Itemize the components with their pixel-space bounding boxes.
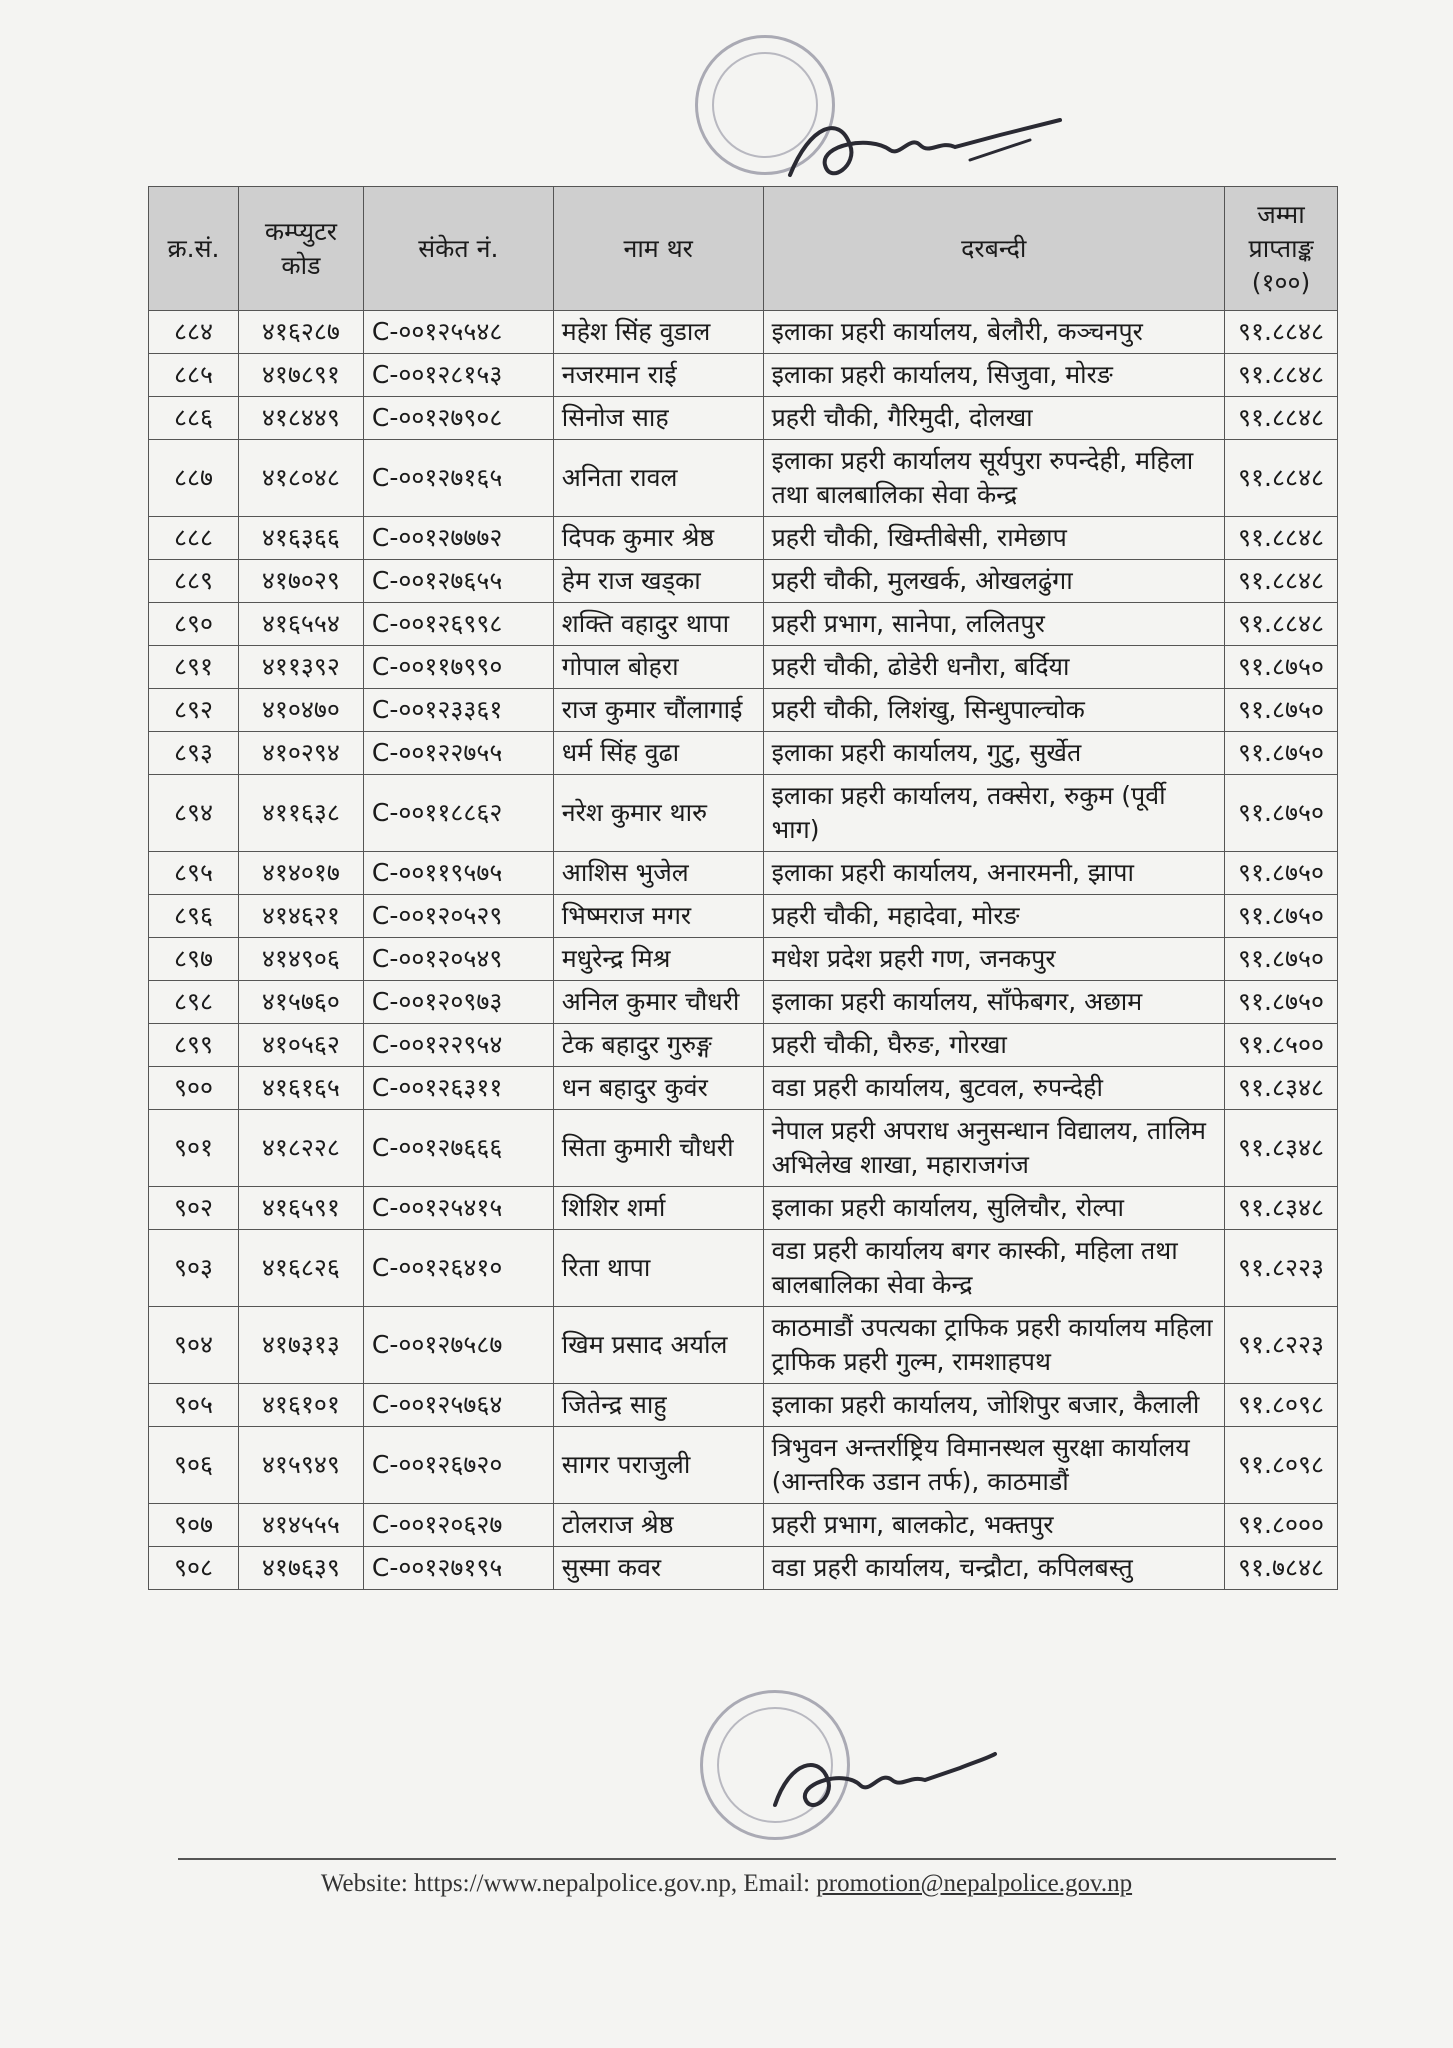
computer-code-cell: ४१६८२६ bbox=[238, 1230, 363, 1307]
score-cell: ९१.८८४८ bbox=[1224, 354, 1337, 397]
score-cell: ९१.८३४८ bbox=[1224, 1187, 1337, 1230]
score-cell: ९१.८७५० bbox=[1224, 732, 1337, 775]
score-cell: ९१.८७५० bbox=[1224, 775, 1337, 852]
name-cell: हेम राज खड्का bbox=[553, 560, 763, 603]
score-cell: ९१.८७५० bbox=[1224, 646, 1337, 689]
serial-cell: ८९६ bbox=[149, 895, 239, 938]
serial-cell: ८८६ bbox=[149, 397, 239, 440]
symbol-no-cell: C-००१२६९९८ bbox=[363, 603, 553, 646]
name-cell: आशिस भुजेल bbox=[553, 852, 763, 895]
symbol-no-cell: C-००१२७७७२ bbox=[363, 517, 553, 560]
symbol-no-cell: C-००१२०५२९ bbox=[363, 895, 553, 938]
name-cell: रिता थापा bbox=[553, 1230, 763, 1307]
posting-cell: प्रहरी प्रभाग, सानेपा, ललितपुर bbox=[763, 603, 1224, 646]
table-row bbox=[149, 1187, 1338, 1230]
score-cell: ९१.८८४८ bbox=[1224, 440, 1337, 517]
score-cell: ९१.८२२३ bbox=[1224, 1307, 1337, 1384]
serial-cell: ८९४ bbox=[149, 775, 239, 852]
computer-code-cell: ४१६५५४ bbox=[238, 603, 363, 646]
computer-code-cell: ४१६१०१ bbox=[238, 1384, 363, 1427]
header-computer-code: कम्प्युटर कोड bbox=[238, 187, 363, 311]
score-cell: ९१.८५०० bbox=[1224, 1024, 1337, 1067]
name-cell: टेक बहादुर गुरुङ्ग bbox=[553, 1024, 763, 1067]
score-cell: ९१.८२२३ bbox=[1224, 1230, 1337, 1307]
symbol-no-cell: C-००११७९९० bbox=[363, 646, 553, 689]
serial-cell: ८८९ bbox=[149, 560, 239, 603]
serial-cell: ९०३ bbox=[149, 1230, 239, 1307]
serial-cell: ८८५ bbox=[149, 354, 239, 397]
header-name: नाम थर bbox=[553, 187, 763, 311]
posting-cell: प्रहरी चौकी, लिशंखु, सिन्धुपाल्चोक bbox=[763, 689, 1224, 732]
computer-code-cell: ४१८०४८ bbox=[238, 440, 363, 517]
posting-cell: त्रिभुवन अन्तर्राष्ट्रिय विमानस्थल सुरक्षा कार्यालय (आन्तरिक उडान तर्फ), काठमाडौं bbox=[763, 1427, 1224, 1504]
serial-cell: ९०१ bbox=[149, 1110, 239, 1187]
table-row bbox=[149, 775, 1338, 852]
score-cell: ९१.८३४८ bbox=[1224, 1110, 1337, 1187]
symbol-no-cell: C-००११८८६२ bbox=[363, 775, 553, 852]
posting-cell: नेपाल प्रहरी अपराध अनुसन्धान विद्यालय, तालिम अभिलेख शाखा, महाराजगंज bbox=[763, 1110, 1224, 1187]
computer-code-cell: ४१६५९१ bbox=[238, 1187, 363, 1230]
table-row bbox=[149, 1504, 1338, 1547]
symbol-no-cell: C-००१२०६२७ bbox=[363, 1504, 553, 1547]
computer-code-cell: ४१७६३९ bbox=[238, 1547, 363, 1590]
symbol-no-cell: C-००१२७६६६ bbox=[363, 1110, 553, 1187]
table-row bbox=[149, 852, 1338, 895]
name-cell: दिपक कुमार श्रेष्ठ bbox=[553, 517, 763, 560]
score-cell: ९१.८७५० bbox=[1224, 938, 1337, 981]
table-row bbox=[149, 397, 1338, 440]
table-row bbox=[149, 603, 1338, 646]
symbol-no-cell: C-००१२७१९५ bbox=[363, 1547, 553, 1590]
symbol-no-cell: C-००१२५४१५ bbox=[363, 1187, 553, 1230]
table-header-row bbox=[149, 187, 1338, 311]
symbol-no-cell: C-००१२६३११ bbox=[363, 1067, 553, 1110]
posting-cell: मधेश प्रदेश प्रहरी गण, जनकपुर bbox=[763, 938, 1224, 981]
symbol-no-cell: C-००१२६४१० bbox=[363, 1230, 553, 1307]
signature-icon bbox=[760, 1740, 1000, 1830]
name-cell: नरेश कुमार थारु bbox=[553, 775, 763, 852]
website-label: Website: bbox=[320, 1870, 415, 1897]
serial-cell: ९०८ bbox=[149, 1547, 239, 1590]
symbol-no-cell: C-००१२५५४८ bbox=[363, 311, 553, 354]
serial-cell: ८८७ bbox=[149, 440, 239, 517]
posting-cell: प्रहरी चौकी, ढोडेरी धनौरा, बर्दिया bbox=[763, 646, 1224, 689]
symbol-no-cell: C-००१२२९५४ bbox=[363, 1024, 553, 1067]
name-cell: सुस्मा कवर bbox=[553, 1547, 763, 1590]
computer-code-cell: ४१८४४९ bbox=[238, 397, 363, 440]
symbol-no-cell: C-००१२३३६१ bbox=[363, 689, 553, 732]
computer-code-cell: ४१६३६६ bbox=[238, 517, 363, 560]
name-cell: अनिता रावल bbox=[553, 440, 763, 517]
footer bbox=[0, 1870, 1453, 1898]
computer-code-cell: ४१७३१३ bbox=[238, 1307, 363, 1384]
posting-cell: काठमाडौं उपत्यका ट्राफिक प्रहरी कार्यालय महिला ट्राफिक प्रहरी गुल्म, रामशाहपथ bbox=[763, 1307, 1224, 1384]
computer-code-cell: ४१४०१७ bbox=[238, 852, 363, 895]
table-row bbox=[149, 1230, 1338, 1307]
name-cell: अनिल कुमार चौधरी bbox=[553, 981, 763, 1024]
score-cell: ९१.८८४८ bbox=[1224, 517, 1337, 560]
email-link[interactable]: promotion@nepalpolice.gov.np bbox=[816, 1870, 1133, 1897]
name-cell: जितेन्द्र साहु bbox=[553, 1384, 763, 1427]
symbol-no-cell: C-००१२६७२० bbox=[363, 1427, 553, 1504]
computer-code-cell: ४१८२२८ bbox=[238, 1110, 363, 1187]
symbol-no-cell: C-००१२५७६४ bbox=[363, 1384, 553, 1427]
computer-code-cell: ४१५९४९ bbox=[238, 1427, 363, 1504]
posting-cell: इलाका प्रहरी कार्यालय, साँफेबगर, अछाम bbox=[763, 981, 1224, 1024]
symbol-no-cell: C-००११९५७५ bbox=[363, 852, 553, 895]
table-row bbox=[149, 1307, 1338, 1384]
name-cell: टोलराज श्रेष्ठ bbox=[553, 1504, 763, 1547]
serial-cell: ९०० bbox=[149, 1067, 239, 1110]
computer-code-cell: ४१०२९४ bbox=[238, 732, 363, 775]
footer-divider bbox=[178, 1858, 1336, 1860]
table-row bbox=[149, 354, 1338, 397]
computer-code-cell: ४१७०२९ bbox=[238, 560, 363, 603]
symbol-no-cell: C-००१२७६५५ bbox=[363, 560, 553, 603]
score-cell: ९१.७८४८ bbox=[1224, 1547, 1337, 1590]
table-row bbox=[149, 311, 1338, 354]
serial-cell: ८९२ bbox=[149, 689, 239, 732]
serial-cell: ८९८ bbox=[149, 981, 239, 1024]
name-cell: शिशिर शर्मा bbox=[553, 1187, 763, 1230]
posting-cell: वडा प्रहरी कार्यालय, चन्द्रौटा, कपिलबस्तु bbox=[763, 1547, 1224, 1590]
posting-cell: प्रहरी प्रभाग, बालकोट, भक्तपुर bbox=[763, 1504, 1224, 1547]
name-cell: खिम प्रसाद अर्याल bbox=[553, 1307, 763, 1384]
name-cell: सिनोज साह bbox=[553, 397, 763, 440]
results-table bbox=[148, 186, 1338, 1590]
serial-cell: ८८४ bbox=[149, 311, 239, 354]
symbol-no-cell: C-००१२०९७३ bbox=[363, 981, 553, 1024]
score-cell: ९१.८७५० bbox=[1224, 981, 1337, 1024]
serial-cell: ९०६ bbox=[149, 1427, 239, 1504]
header-symbol-no: संकेत नं. bbox=[363, 187, 553, 311]
name-cell: शक्ति वहादुर थापा bbox=[553, 603, 763, 646]
header-posting: दरबन्दी bbox=[763, 187, 1224, 311]
posting-cell: इलाका प्रहरी कार्यालय सूर्यपुरा रुपन्देही, महिला तथा बालबालिका सेवा केन्द्र bbox=[763, 440, 1224, 517]
table-body bbox=[149, 311, 1338, 1590]
posting-cell: इलाका प्रहरी कार्यालय, तक्सेरा, रुकुम (पूर्वी भाग) bbox=[763, 775, 1224, 852]
table-row bbox=[149, 1384, 1338, 1427]
computer-code-cell: ४१४९०६ bbox=[238, 938, 363, 981]
computer-code-cell: ४१४५५५ bbox=[238, 1504, 363, 1547]
name-cell: मधुरेन्द्र मिश्र bbox=[553, 938, 763, 981]
name-cell: गोपाल बोहरा bbox=[553, 646, 763, 689]
serial-cell: ८९० bbox=[149, 603, 239, 646]
table-row bbox=[149, 1110, 1338, 1187]
computer-code-cell: ४१४६२१ bbox=[238, 895, 363, 938]
computer-code-cell: ४१०४७० bbox=[238, 689, 363, 732]
posting-cell: प्रहरी चौकी, गैरिमुदी, दोलखा bbox=[763, 397, 1224, 440]
score-cell: ९१.८७५० bbox=[1224, 852, 1337, 895]
symbol-no-cell: C-००१२७९०८ bbox=[363, 397, 553, 440]
name-cell: धन बहादुर कुवंर bbox=[553, 1067, 763, 1110]
header-serial: क्र.सं. bbox=[149, 187, 239, 311]
score-cell: ९१.८०९८ bbox=[1224, 1384, 1337, 1427]
score-cell: ९१.८३४८ bbox=[1224, 1067, 1337, 1110]
symbol-no-cell: C-००१२७१६५ bbox=[363, 440, 553, 517]
computer-code-cell: ४१६२८७ bbox=[238, 311, 363, 354]
score-cell: ९१.८७५० bbox=[1224, 895, 1337, 938]
posting-cell: इलाका प्रहरी कार्यालय, गुटु, सुर्खेत bbox=[763, 732, 1224, 775]
score-cell: ९१.८८४८ bbox=[1224, 311, 1337, 354]
computer-code-cell: ४११३९२ bbox=[238, 646, 363, 689]
serial-cell: ८९९ bbox=[149, 1024, 239, 1067]
posting-cell: इलाका प्रहरी कार्यालय, सिजुवा, मोरङ bbox=[763, 354, 1224, 397]
computer-code-cell: ४१५७६० bbox=[238, 981, 363, 1024]
posting-cell: इलाका प्रहरी कार्यालय, जोशिपुर बजार, कैलाली bbox=[763, 1384, 1224, 1427]
name-cell: सिता कुमारी चौधरी bbox=[553, 1110, 763, 1187]
score-cell: ९१.८००० bbox=[1224, 1504, 1337, 1547]
table-row bbox=[149, 981, 1338, 1024]
serial-cell: ८९३ bbox=[149, 732, 239, 775]
symbol-no-cell: C-००१२२७५५ bbox=[363, 732, 553, 775]
table-row bbox=[149, 732, 1338, 775]
header-total-score: जम्मा प्राप्ताङ्क (१००) bbox=[1224, 187, 1337, 311]
score-cell: ९१.८०९८ bbox=[1224, 1427, 1337, 1504]
computer-code-cell: ४१७८९१ bbox=[238, 354, 363, 397]
serial-cell: ९०५ bbox=[149, 1384, 239, 1427]
score-cell: ९१.८८४८ bbox=[1224, 603, 1337, 646]
table-row bbox=[149, 1547, 1338, 1590]
serial-cell: ८९७ bbox=[149, 938, 239, 981]
table-row bbox=[149, 560, 1338, 603]
computer-code-cell: ४१०५६२ bbox=[238, 1024, 363, 1067]
serial-cell: ८९५ bbox=[149, 852, 239, 895]
website-link[interactable]: https://www.nepalpolice.gov.np bbox=[414, 1870, 731, 1897]
serial-cell: ८८८ bbox=[149, 517, 239, 560]
posting-cell: इलाका प्रहरी कार्यालय, बेलौरी, कञ्चनपुर bbox=[763, 311, 1224, 354]
posting-cell: इलाका प्रहरी कार्यालय, अनारमनी, झापा bbox=[763, 852, 1224, 895]
name-cell: भिष्मराज मगर bbox=[553, 895, 763, 938]
table-row bbox=[149, 1067, 1338, 1110]
score-cell: ९१.८७५० bbox=[1224, 689, 1337, 732]
serial-cell: ८९१ bbox=[149, 646, 239, 689]
symbol-no-cell: C-००१२७५८७ bbox=[363, 1307, 553, 1384]
posting-cell: प्रहरी चौकी, मुलखर्क, ओखलढुंगा bbox=[763, 560, 1224, 603]
name-cell: महेश सिंह वुडाल bbox=[553, 311, 763, 354]
posting-cell: वडा प्रहरी कार्यालय बगर कास्की, महिला तथा बालबालिका सेवा केन्द्र bbox=[763, 1230, 1224, 1307]
symbol-no-cell: C-००१२८१५३ bbox=[363, 354, 553, 397]
table-row bbox=[149, 646, 1338, 689]
table-row bbox=[149, 895, 1338, 938]
email-label: , Email: bbox=[730, 1870, 817, 1897]
table-row bbox=[149, 517, 1338, 560]
table-row bbox=[149, 938, 1338, 981]
table-row bbox=[149, 1024, 1338, 1067]
table-row bbox=[149, 1427, 1338, 1504]
posting-cell: इलाका प्रहरी कार्यालय, सुलिचौर, रोल्पा bbox=[763, 1187, 1224, 1230]
serial-cell: ९०७ bbox=[149, 1504, 239, 1547]
serial-cell: ९०४ bbox=[149, 1307, 239, 1384]
name-cell: राज कुमार चौंलागाई bbox=[553, 689, 763, 732]
computer-code-cell: ४११६३८ bbox=[238, 775, 363, 852]
posting-cell: प्रहरी चौकी, घैरुङ, गोरखा bbox=[763, 1024, 1224, 1067]
name-cell: सागर पराजुली bbox=[553, 1427, 763, 1504]
symbol-no-cell: C-००१२०५४९ bbox=[363, 938, 553, 981]
score-cell: ९१.८८४८ bbox=[1224, 560, 1337, 603]
table-row bbox=[149, 440, 1338, 517]
computer-code-cell: ४१६१६५ bbox=[238, 1067, 363, 1110]
posting-cell: प्रहरी चौकी, महादेवा, मोरङ bbox=[763, 895, 1224, 938]
table-row bbox=[149, 689, 1338, 732]
posting-cell: प्रहरी चौकी, खिम्तीबेसी, रामेछाप bbox=[763, 517, 1224, 560]
name-cell: धर्म सिंह वुढा bbox=[553, 732, 763, 775]
posting-cell: वडा प्रहरी कार्यालय, बुटवल, रुपन्देही bbox=[763, 1067, 1224, 1110]
score-cell: ९१.८८४८ bbox=[1224, 397, 1337, 440]
name-cell: नजरमान राई bbox=[553, 354, 763, 397]
serial-cell: ९०२ bbox=[149, 1187, 239, 1230]
